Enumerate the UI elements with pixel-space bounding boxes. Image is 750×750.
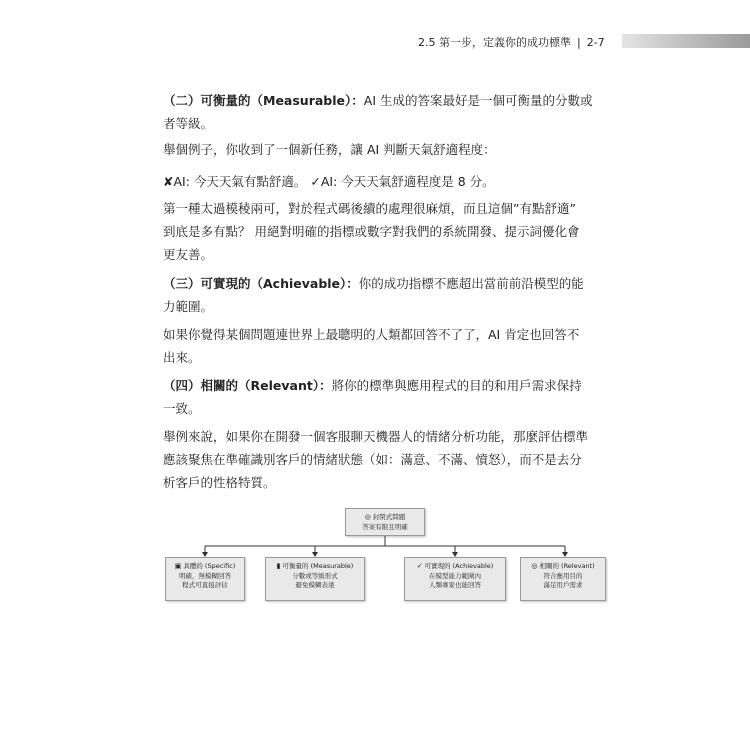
node-title: 封閉式問題: [372, 513, 406, 521]
good-example: ✓AI: 今天天氣舒適程度是 8 分。: [310, 174, 495, 189]
node-title: 相關的 (Relevant): [539, 562, 595, 570]
paragraph-achievable-example: [163, 323, 608, 369]
text: 如果你覺得某個問題連世界上最聰明的人類都回答不了了，AI 肯定也回答不: [163, 327, 580, 342]
node-title: 具體的 (Specific): [183, 562, 236, 570]
node-desc: 符合應用目的: [543, 571, 583, 580]
node-desc: 人類專家也能回答: [429, 581, 481, 589]
node-title: 可衡量的 (Measurable): [282, 562, 354, 570]
text: 更友善。: [163, 247, 214, 262]
heading-measurable: （二）可衡量的（Measurable）：: [163, 93, 364, 108]
smart-criteria-diagram: [160, 498, 610, 608]
text: 一致。: [163, 401, 201, 416]
text: 力範圍。: [163, 299, 214, 314]
node-title: 可實現的 (Achievable): [424, 562, 494, 570]
paragraph-ambiguity: [163, 197, 608, 266]
section-title: 2.5 第一步，定義你的成功標準: [418, 36, 571, 49]
text: 到底是多有點？ 用絕對明確的指標或數字對我們的系統開發、提示詞優化會: [163, 224, 580, 239]
bad-example: ✘AI: 今天天氣有點舒適。: [163, 174, 307, 189]
text: 你的成功指標不應超出當前前沿模型的能: [358, 276, 584, 291]
header-separator: |: [577, 36, 581, 49]
paragraph-achievable: [163, 272, 608, 318]
text: 將你的標準與應用程式的目的和用戶需求保持: [331, 378, 582, 393]
node-achievable: [404, 557, 506, 601]
text: 者等級。: [163, 116, 214, 131]
target-icon: ◎: [364, 513, 371, 521]
text: 出來。: [163, 350, 201, 365]
heading-relevant: （四）相關的（Relevant）：: [163, 378, 332, 393]
node-desc: 程式可直接評估: [182, 581, 228, 589]
text: 第一種太過模稜兩可，對於程式碼後續的處理很麻煩，而且這個”有點舒適”: [163, 201, 576, 216]
node-desc: 滿足用戶需求: [543, 581, 583, 589]
page-number: 2-7: [586, 36, 605, 49]
node-measurable: [265, 557, 365, 601]
text: AI 生成的答案最好是一個可衡量的分數或: [363, 93, 593, 108]
check-icon: ✓: [416, 562, 423, 570]
node-desc: 答案有限且明確: [362, 522, 408, 531]
paragraph-relevant-example: [163, 425, 608, 494]
root-node: [345, 508, 425, 536]
heading-achievable: （三）可實現的（Achievable）：: [163, 276, 359, 291]
running-header: [418, 34, 605, 50]
paragraph-example: 舉個例子，你收到了一個新任務，讓 AI 判斷天氣舒適程度：: [163, 142, 496, 157]
text: 應該聚焦在準確識別客戶的情緒狀態（如：滿意、不滿、憤怒），而不是去分: [163, 452, 582, 467]
paragraph-comparison: [163, 170, 608, 193]
node-desc: 分數或等級形式: [292, 571, 338, 580]
node-specific: [165, 557, 245, 601]
text: 析客戶的性格特質。: [163, 475, 276, 490]
node-desc: 在模型能力範圍內: [429, 571, 481, 580]
paragraph-measurable: [163, 89, 608, 135]
page-edge-tab: [622, 34, 750, 48]
target-icon: ◎: [531, 562, 538, 570]
node-desc: 避免模糊表達: [295, 581, 335, 589]
node-desc: 明確，無模糊回答: [179, 571, 231, 580]
bar-chart-icon: ▮: [276, 562, 281, 570]
text: 舉例來說，如果你在開發一個客服聊天機器人的情緒分析功能，那麼評估標準: [163, 429, 589, 444]
paragraph-relevant: [163, 374, 608, 420]
image-icon: ▣: [174, 562, 182, 570]
node-relevant: [520, 557, 606, 601]
